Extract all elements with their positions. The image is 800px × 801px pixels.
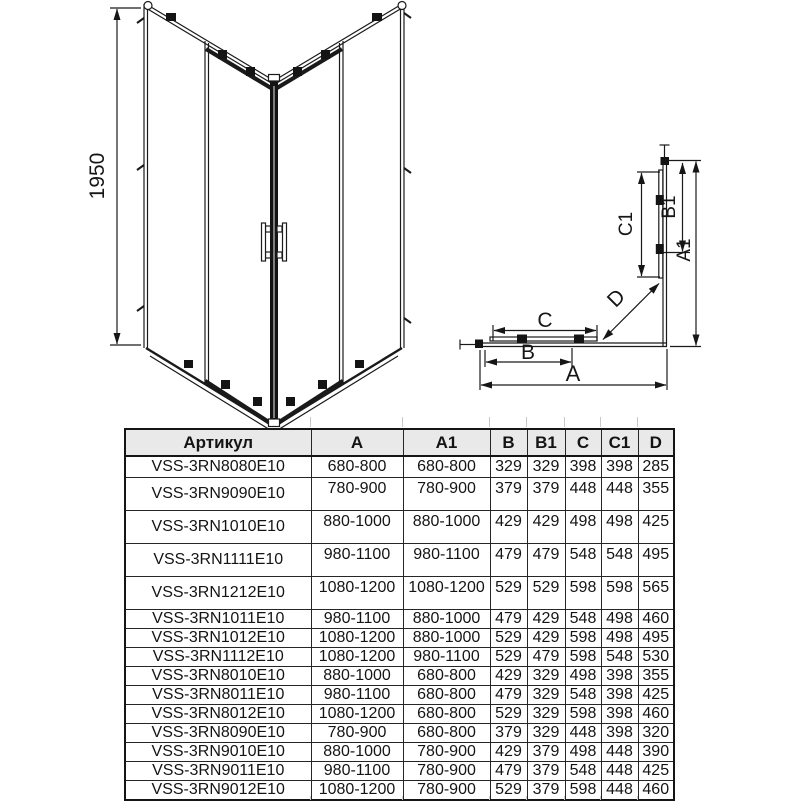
article-cell: VSS-3RN9012E10 [125, 780, 311, 800]
value-cell: 548 [565, 761, 601, 780]
value-cell: 880-1000 [311, 742, 403, 761]
article-cell: VSS-3RN8012E10 [125, 704, 311, 723]
header-row [125, 429, 674, 456]
value-cell: 355 [638, 477, 674, 510]
dim-label-a: A [565, 361, 581, 386]
value-cell: 498 [601, 510, 638, 543]
value-cell: 448 [601, 477, 638, 510]
value-cell: 880-1000 [403, 628, 490, 647]
value-cell: 1080-1200 [311, 704, 403, 723]
value-cell: 285 [638, 456, 674, 477]
value-cell: 980-1100 [311, 761, 403, 780]
value-cell: 780-900 [311, 723, 403, 742]
column-header: A1 [403, 429, 490, 456]
table-row [125, 742, 674, 761]
value-cell: 498 [565, 666, 601, 685]
article-cell: VSS-3RN1212E10 [125, 576, 311, 609]
dim-label-b1: B1 [659, 195, 680, 219]
table-row [125, 510, 674, 543]
article-cell: VSS-3RN9090E10 [125, 477, 311, 510]
value-cell: 680-800 [403, 666, 490, 685]
value-cell: 598 [565, 780, 601, 800]
value-cell: 398 [601, 456, 638, 477]
value-cell: 429 [490, 666, 527, 685]
plan-view-drawing [460, 145, 701, 390]
table-row [125, 477, 674, 510]
value-cell: 448 [565, 477, 601, 510]
gridline-stub [489, 417, 490, 427]
value-cell: 598 [565, 576, 601, 609]
value-cell: 598 [565, 647, 601, 666]
value-cell: 460 [638, 704, 674, 723]
value-cell: 398 [601, 666, 638, 685]
gridline-stub [637, 417, 638, 427]
value-cell: 479 [490, 543, 527, 576]
table-row [125, 723, 674, 742]
value-cell: 548 [601, 543, 638, 576]
table-row [125, 704, 674, 723]
value-cell: 398 [565, 456, 601, 477]
article-cell: VSS-3RN1012E10 [125, 628, 311, 647]
value-cell: 398 [601, 704, 638, 723]
value-cell: 548 [565, 609, 601, 628]
value-cell: 329 [527, 723, 565, 742]
value-cell: 329 [527, 456, 565, 477]
article-cell: VSS-3RN8090E10 [125, 723, 311, 742]
column-header: C1 [601, 429, 638, 456]
table-row [125, 628, 674, 647]
dim-label-b: B [520, 341, 536, 364]
value-cell: 398 [601, 723, 638, 742]
value-cell: 329 [527, 666, 565, 685]
table-row [125, 647, 674, 666]
value-cell: 379 [490, 477, 527, 510]
value-cell: 548 [601, 647, 638, 666]
value-cell: 1080-1200 [311, 647, 403, 666]
value-cell: 479 [490, 761, 527, 780]
corner-cap-left [144, 2, 152, 10]
value-cell: 379 [527, 761, 565, 780]
value-cell: 980-1100 [311, 543, 403, 576]
value-cell: 598 [565, 628, 601, 647]
value-cell: 448 [601, 780, 638, 800]
value-cell: 980-1100 [403, 543, 490, 576]
spec-table [124, 428, 675, 801]
plan-bottom-wall [460, 335, 667, 350]
article-cell: VSS-3RN8080E10 [125, 456, 311, 477]
value-cell: 479 [527, 543, 565, 576]
value-cell: 598 [601, 576, 638, 609]
value-cell: 460 [638, 780, 674, 800]
value-cell: 329 [490, 456, 527, 477]
value-cell: 479 [490, 685, 527, 704]
value-cell: 780-900 [311, 477, 403, 510]
value-cell: 680-800 [403, 456, 490, 477]
value-cell: 529 [490, 704, 527, 723]
gridline-stub [526, 417, 527, 427]
value-cell: 880-1000 [311, 510, 403, 543]
height-dimension [110, 8, 141, 345]
value-cell: 390 [638, 742, 674, 761]
dim-label-a1: A1 [674, 238, 695, 262]
value-cell: 1080-1200 [311, 780, 403, 800]
table-row [125, 456, 674, 477]
dim-label-d: D [602, 284, 630, 312]
gridline-stub [564, 796, 565, 800]
value-cell: 495 [638, 543, 674, 576]
dim-label-c1: C1 [616, 211, 637, 237]
value-cell: 448 [601, 742, 638, 761]
value-cell: 1080-1200 [311, 628, 403, 647]
value-cell: 329 [527, 704, 565, 723]
value-cell: 460 [638, 609, 674, 628]
gridline-stub [637, 796, 638, 800]
value-cell: 548 [565, 685, 601, 704]
value-cell: 680-800 [403, 704, 490, 723]
value-cell: 529 [490, 628, 527, 647]
spec-table-body [125, 456, 674, 800]
column-header: C [565, 429, 601, 456]
value-cell: 529 [490, 576, 527, 609]
gridline-stub [526, 796, 527, 800]
value-cell: 780-900 [403, 477, 490, 510]
value-cell: 530 [638, 647, 674, 666]
value-cell: 780-900 [403, 780, 490, 800]
value-cell: 329 [527, 685, 565, 704]
value-cell: 498 [565, 742, 601, 761]
value-cell: 479 [527, 647, 565, 666]
value-cell: 429 [527, 510, 565, 543]
value-cell: 880-1000 [403, 510, 490, 543]
value-cell: 980-1100 [311, 685, 403, 704]
value-cell: 379 [490, 723, 527, 742]
value-cell: 565 [638, 576, 674, 609]
gridline-stub [600, 796, 601, 800]
value-cell: 548 [565, 543, 601, 576]
article-cell: VSS-3RN1111E10 [125, 543, 311, 576]
value-cell: 529 [527, 576, 565, 609]
value-cell: 529 [490, 647, 527, 666]
gridline-stub [402, 417, 403, 427]
value-cell: 680-800 [403, 723, 490, 742]
value-cell: 1080-1200 [403, 576, 490, 609]
value-cell: 425 [638, 685, 674, 704]
corner-cap-right [398, 2, 406, 10]
dim-c1 [637, 172, 660, 277]
front-view-drawing [110, 2, 411, 429]
value-cell: 598 [565, 704, 601, 723]
column-header: Артикул [125, 429, 311, 456]
value-cell: 379 [527, 742, 565, 761]
gridline-stub [310, 417, 311, 427]
table-row [125, 543, 674, 576]
value-cell: 320 [638, 723, 674, 742]
value-cell: 1080-1200 [311, 576, 403, 609]
article-cell: VSS-3RN1010E10 [125, 510, 311, 543]
value-cell: 780-900 [403, 761, 490, 780]
value-cell: 680-800 [311, 456, 403, 477]
value-cell: 880-1000 [403, 609, 490, 628]
corner-post [269, 75, 280, 427]
value-cell: 379 [527, 477, 565, 510]
article-cell: VSS-3RN1011E10 [125, 609, 311, 628]
value-cell: 780-900 [403, 742, 490, 761]
column-header: B [490, 429, 527, 456]
spec-table-head [125, 429, 674, 456]
article-cell: VSS-3RN8011E10 [125, 685, 311, 704]
value-cell: 498 [565, 510, 601, 543]
value-cell: 980-1100 [311, 609, 403, 628]
value-cell: 429 [490, 510, 527, 543]
value-cell: 529 [490, 780, 527, 800]
table-row [125, 685, 674, 704]
value-cell: 379 [527, 780, 565, 800]
column-header: B1 [527, 429, 565, 456]
value-cell: 479 [490, 609, 527, 628]
article-cell: VSS-3RN9010E10 [125, 742, 311, 761]
table-row [125, 609, 674, 628]
value-cell: 398 [601, 685, 638, 704]
value-cell: 498 [601, 628, 638, 647]
value-cell: 980-1100 [403, 647, 490, 666]
column-header: D [638, 429, 674, 456]
value-cell: 429 [527, 609, 565, 628]
value-cell: 680-800 [403, 685, 490, 704]
table-row [125, 761, 674, 780]
article-cell: VSS-3RN9011E10 [125, 761, 311, 780]
plan-right-wall [656, 145, 670, 347]
gridline-stub [402, 796, 403, 800]
value-cell: 448 [565, 723, 601, 742]
column-header: A [311, 429, 403, 456]
table-row [125, 576, 674, 609]
article-cell: VSS-3RN8010E10 [125, 666, 311, 685]
table-row [125, 666, 674, 685]
dim-label-c: C [537, 309, 553, 332]
value-cell: 498 [601, 609, 638, 628]
value-cell: 425 [638, 510, 674, 543]
value-cell: 880-1000 [311, 666, 403, 685]
gridline-stub [489, 796, 490, 800]
value-cell: 425 [638, 761, 674, 780]
table-row [125, 780, 674, 800]
gridline-stub [310, 796, 311, 800]
dim-label-1950: 1950 [86, 152, 109, 200]
value-cell: 429 [527, 628, 565, 647]
value-cell: 355 [638, 666, 674, 685]
value-cell: 448 [601, 761, 638, 780]
gridline-stub [600, 417, 601, 427]
gridline-stub [564, 417, 565, 427]
article-cell: VSS-3RN1112E10 [125, 647, 311, 666]
value-cell: 495 [638, 628, 674, 647]
value-cell: 429 [490, 742, 527, 761]
